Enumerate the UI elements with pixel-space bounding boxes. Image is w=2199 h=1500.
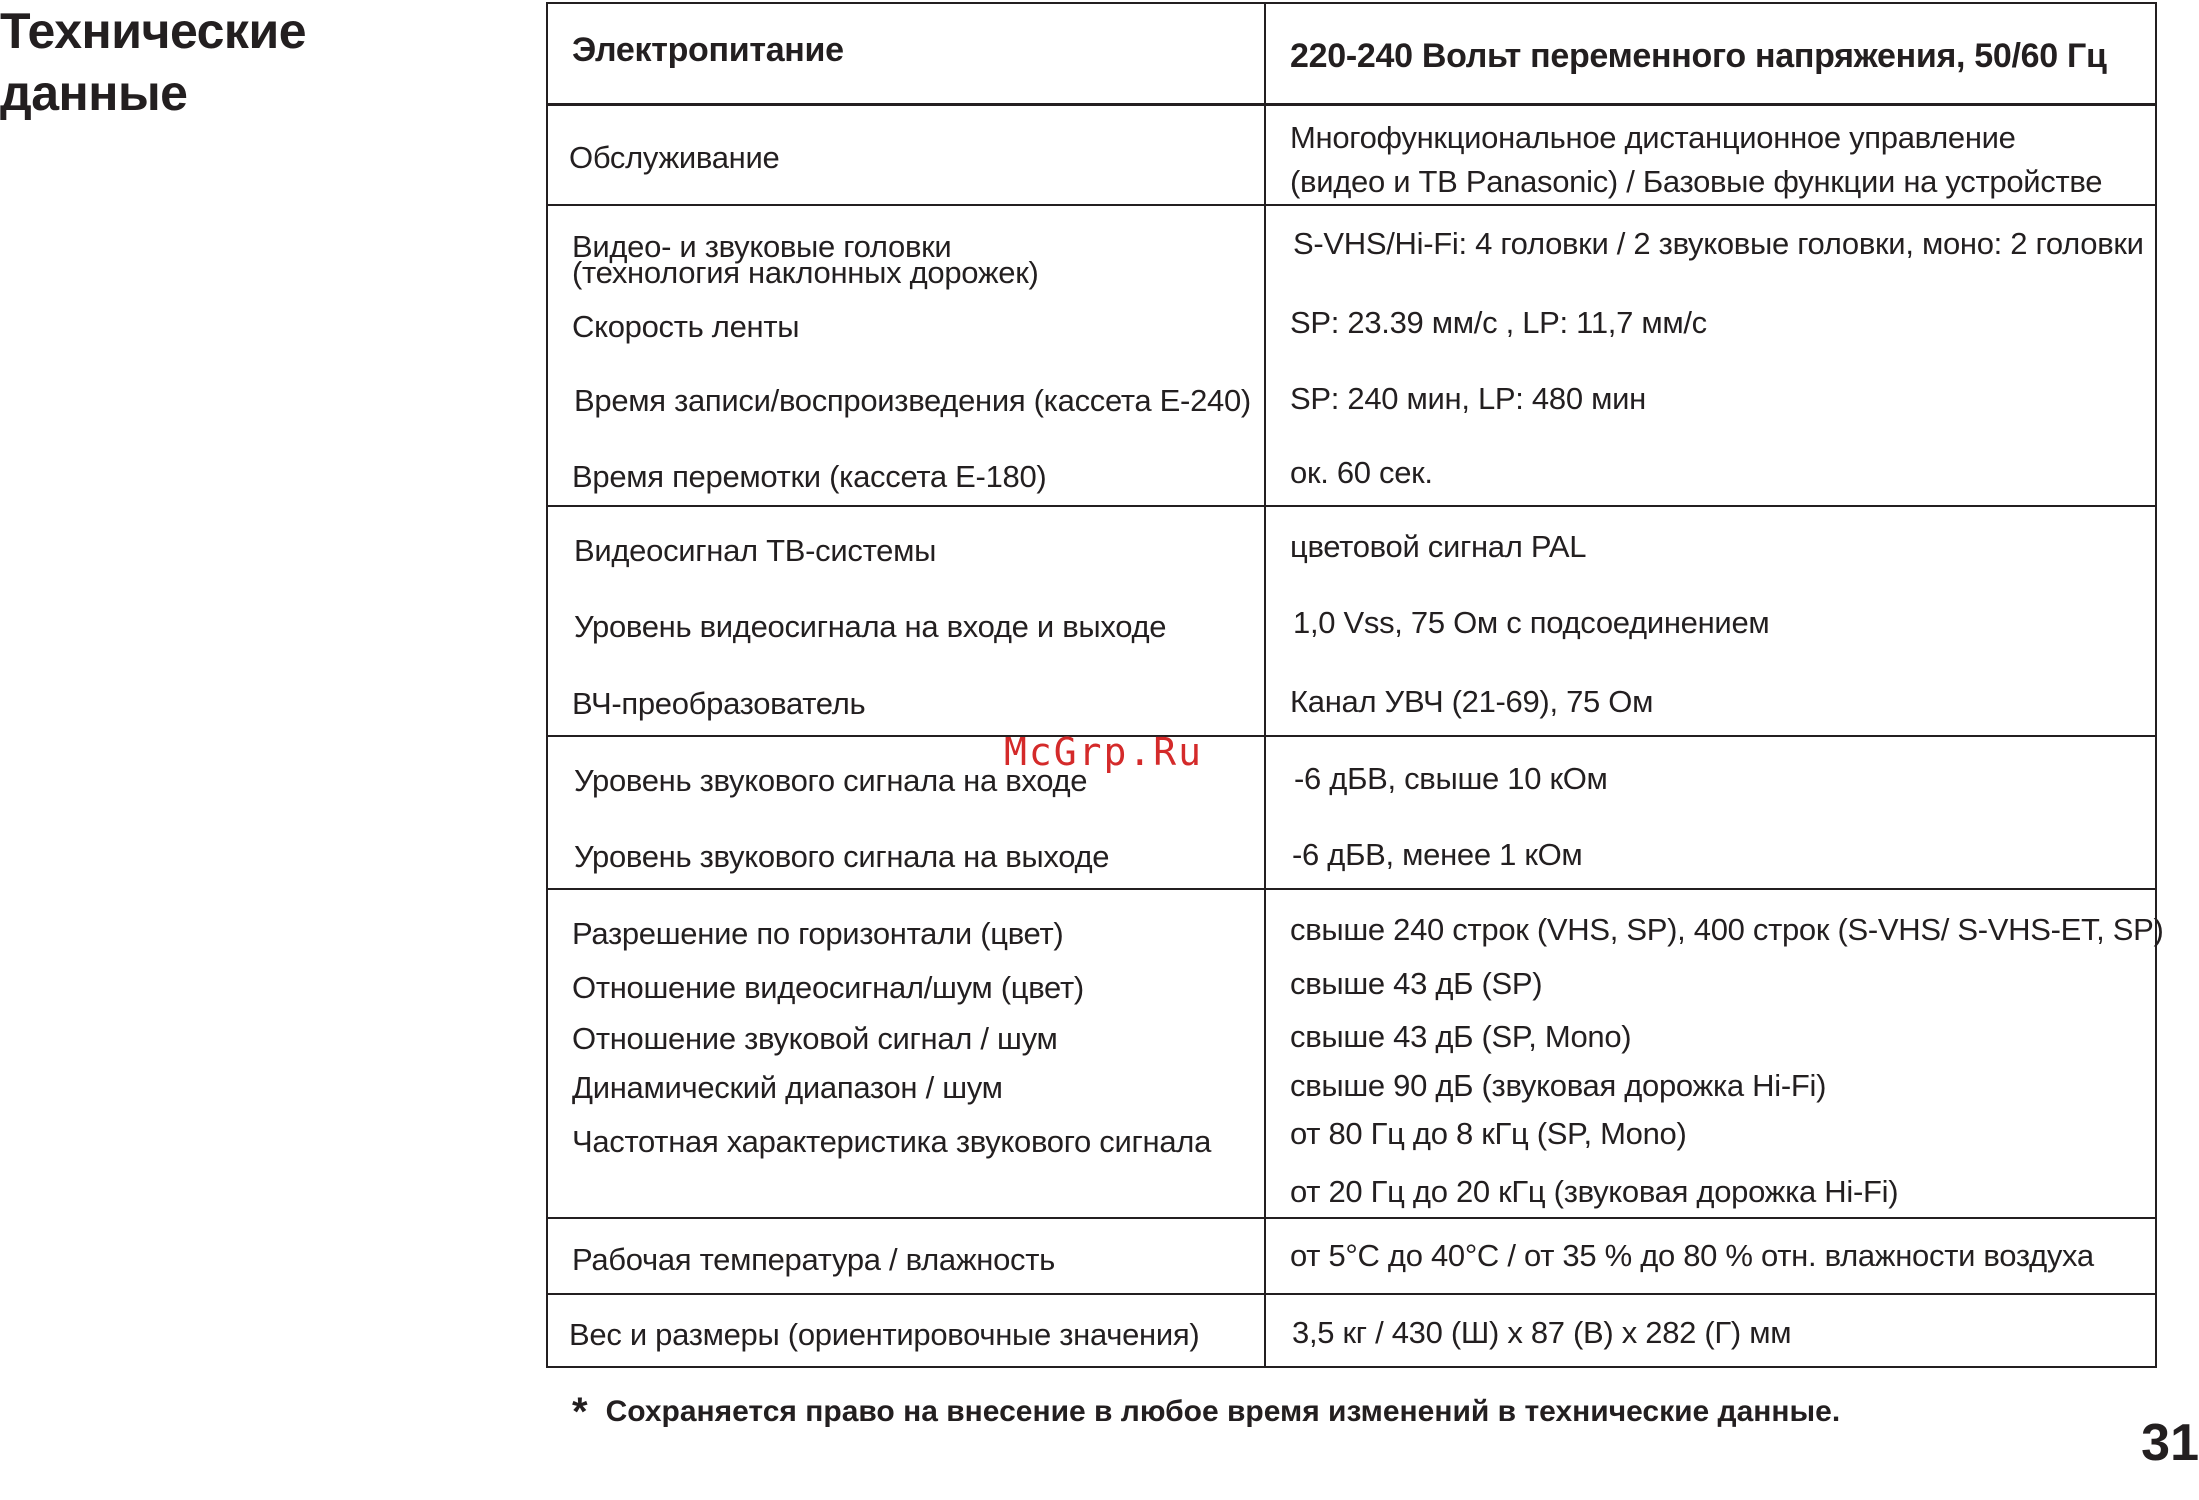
power-supply-value: 220-240 Вольт переменного напряжения, 50/60 Гц	[1290, 37, 2107, 75]
frequency-response-label: Частотная характеристика звукового сигнала	[572, 1124, 1212, 1159]
footnote-asterisk: *	[572, 1390, 588, 1434]
audio-output-value: -6 дБВ, менее 1 кОм	[1292, 837, 1583, 872]
row-divider-operation	[548, 204, 2155, 206]
record-time-value: SP: 240 мин, LP: 480 мин	[1290, 381, 1646, 416]
weight-label: Вес и размеры (ориентировочные значения)	[569, 1317, 1200, 1352]
operation-value-line-2: (видео и ТВ Panasonic) / Базовые функции на устройстве	[1290, 164, 2103, 199]
dynamic-range-label: Динамический диапазон / шум	[572, 1070, 1003, 1105]
tape-speed-value: SP: 23.39 мм/с , LP: 11,7 мм/с	[1290, 305, 1707, 340]
page-title-line-1: Технические	[0, 3, 306, 59]
page-number: 31	[2141, 1414, 2199, 1472]
rewind-time-label: Время перемотки (кассета E-180)	[572, 459, 1047, 494]
operation-label: Обслуживание	[569, 140, 780, 175]
tape-speed-label: Скорость ленты	[572, 309, 800, 344]
temperature-value: от 5°C до 40°C / от 35 % до 80 % отн. влажности воздуха	[1290, 1238, 2094, 1273]
footnote-text: Сохраняется право на внесение в любое время изменений в технические данные.	[605, 1395, 1841, 1428]
row-divider-performance	[548, 1217, 2155, 1219]
specifications-table	[546, 2, 2164, 1368]
audio-snr-value: свыше 43 дБ (SP, Mono)	[1290, 1019, 1632, 1054]
tv-system-value: цветовой сигнал PAL	[1290, 529, 1587, 564]
dynamic-range-value: свыше 90 дБ (звуковая дорожка Hi-Fi)	[1290, 1068, 1827, 1103]
row-divider-video	[548, 735, 2155, 737]
video-level-value: 1,0 Vss, 75 Ом с подсоединением	[1293, 605, 1770, 640]
video-snr-label: Отношение видеосигнал/шум (цвет)	[572, 970, 1084, 1005]
rf-converter-value: Канал УВЧ (21-69), 75 Ом	[1290, 684, 1654, 719]
page-title	[0, 0, 306, 124]
heads-value: S-VHS/Hi-Fi: 4 головки / 2 звуковые головки, моно: 2 головки	[1293, 226, 2144, 261]
weight-value: 3,5 кг / 430 (Ш) x 87 (В) x 282 (Г) мм	[1292, 1315, 1792, 1350]
video-snr-value: свыше 43 дБ (SP)	[1290, 966, 1543, 1001]
audio-input-label: Уровень звукового сигнала на входе	[574, 763, 1088, 798]
row-divider-tape	[548, 505, 2155, 507]
rewind-time-value: ок. 60 сек.	[1290, 455, 1433, 490]
row-divider-header	[548, 103, 2155, 106]
frequency-response-value-line-1: от 80 Гц до 8 кГц (SP, Mono)	[1290, 1116, 1687, 1151]
video-level-label: Уровень видеосигнала на входе и выходе	[574, 609, 1167, 644]
rf-converter-label: ВЧ-преобразователь	[572, 686, 866, 721]
tv-system-label: Видеосигнал ТВ-системы	[574, 533, 937, 568]
audio-snr-label: Отношение звуковой сигнал / шум	[572, 1021, 1058, 1056]
watermark: McGrp.Ru	[1004, 730, 1204, 774]
record-time-label: Время записи/воспроизведения (кассета E-240)	[574, 383, 1251, 418]
row-divider-audio	[548, 888, 2155, 890]
operation-value-line-1: Многофункциональное дистанционное управление	[1290, 120, 2016, 155]
temperature-label: Рабочая температура / влажность	[572, 1242, 1055, 1277]
heads-label-line-2: (технология наклонных дорожек)	[572, 255, 1039, 290]
heads-label-line-1: Видео- и звуковые головки	[572, 229, 952, 264]
power-supply-label: Электропитание	[572, 31, 844, 69]
audio-output-label: Уровень звукового сигнала на выходе	[574, 839, 1110, 874]
frequency-response-value-line-2: от 20 Гц до 20 кГц (звуковая дорожка Hi-Fi)	[1290, 1174, 1899, 1209]
resolution-value: свыше 240 строк (VHS, SP), 400 строк (S-VHS/ S-VHS-ET, SP)	[1290, 912, 2164, 947]
resolution-label: Разрешение по горизонтали (цвет)	[572, 916, 1064, 951]
audio-input-value: -6 дБВ, свыше 10 кОм	[1294, 761, 1608, 796]
page-title-line-2: данные	[0, 65, 188, 121]
column-divider	[1264, 4, 1266, 1366]
footnote	[572, 1392, 1840, 1432]
row-divider-temperature	[548, 1293, 2155, 1295]
